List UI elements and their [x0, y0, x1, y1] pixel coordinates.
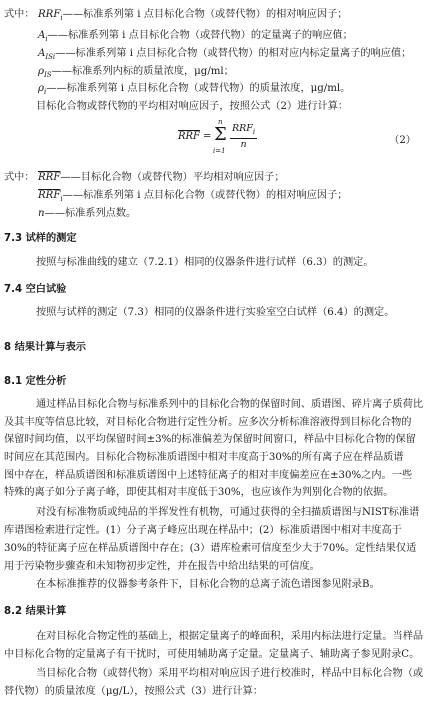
- section-8-1-para-2-line: 库谱图检索进行定性。(1）分子离子峰应出现在样品中；(2）标准质谱图中相对丰度高于: [4, 525, 402, 536]
- symbol-subscript: i: [44, 88, 47, 97]
- section-8-1-para-1-line: 时间应在其范围内。目标化合物标准质谱图中相对丰度高于30%的所有离子应在样品质谱: [4, 452, 404, 463]
- definition-text: ——标准系列第 i 点目标化合物（或替代物）的相对应内标定量离子的响应值；: [55, 48, 412, 59]
- equation-number-2: （2）: [389, 135, 416, 146]
- symbol: A: [38, 30, 46, 41]
- section-8-1-para-1-line: 特殊的离子如分子离子峰，即使其相对丰度低于30%，也应该作为判别化合物的依据。: [4, 487, 394, 498]
- formula-fraction: $RRF_i$ n: [232, 123, 256, 150]
- where-label-2: 式中：: [4, 172, 35, 183]
- definition-text: ——标准系列内标的质量浓度，μg/ml；: [51, 66, 234, 77]
- symbol-subscript: IS: [44, 71, 52, 80]
- definition-text: ——标准系列第 i 点目标化合物（或替代物）的定量离子的响应值；: [47, 30, 353, 41]
- formula-lhs: $\overline{RRF}$: [178, 131, 200, 142]
- section-8-2-para-1-line: 中目标化合物的定量离子有干扰时，可使用辅助离子定量。定量离子、辅助离子参见附录C。: [4, 649, 420, 660]
- symbol: ρ: [38, 83, 44, 94]
- definition-text: ——标准系列第 i 点目标化合物（或替代物）的质量浓度，μg/ml。: [46, 83, 351, 94]
- section-8-1-para-3: 在本标准推荐的仪器参考条件下，目标化合物的总离子流色谱图参见附录B。: [36, 579, 380, 590]
- definition-1-2: [38, 47, 411, 64]
- section-7-3-title: 7.3 试样的测定: [4, 233, 77, 244]
- sum-top: n: [218, 118, 223, 126]
- symbol: $\overline{RRF}$: [38, 172, 61, 183]
- section-7-4-title: 7.4 空白试验: [4, 284, 67, 295]
- symbol: RRF: [38, 9, 61, 20]
- symbol: ρ: [38, 66, 44, 77]
- symbol-subscript: i: [60, 195, 63, 204]
- definition-2-0: [38, 171, 285, 184]
- avg-rrf-text: 目标化合物或替代物的平均相对响应因子，按照公式（2）进行计算：: [36, 101, 349, 112]
- definition-text: ——标准系列第 i 点目标化合物（或替代物）的相对响应因子；: [62, 190, 348, 201]
- section-8-1-para-2-line: 用于污染物步骤查和未知物初步定性，并在报告中给出结果的可信度。: [4, 561, 320, 572]
- section-8-2-para-1-line: 在对目标化合物定性的基础上，根据定量离子的峰面积，采用内标法进行定量。当样品: [36, 631, 424, 642]
- formula-2: [168, 118, 288, 158]
- equals-sign: =: [203, 131, 212, 142]
- symbol-subscript: ISi: [45, 53, 56, 62]
- section-8-1-title: 8.1 定性分析: [4, 376, 67, 387]
- symbol: A: [38, 48, 46, 59]
- definition-text: ——目标化合物（或替代物）平均相对响应因子；: [60, 172, 285, 183]
- definition-2-1: [38, 189, 347, 206]
- section-8-1-para-1-line: 图中存在，样品质谱图和标准质谱图中上述特征离子的相对丰度偏差应在±30%之内。一些: [4, 470, 413, 481]
- symbol: $\overline{RRF}$: [38, 190, 61, 201]
- section-8-2-para-2-line: 当目标化合物（或替代物）采用平均相对响应因子进行校准时，样品中目标化合物（或: [36, 668, 424, 679]
- symbol-subscript: i: [60, 14, 63, 23]
- section-8-title: 8 结果计算与表示: [4, 342, 86, 353]
- section-8-2-para-2-line: 替代物）的质量浓度（μg/L），按照公式（3）进行计算：: [4, 686, 264, 697]
- sum-bottom: i=1: [213, 147, 226, 155]
- section-7-4-body: 按照与试样的测定（7.3）相同的仪器条件进行实验室空白试样（6.4）的测定。: [36, 307, 395, 318]
- where-label-1: 式中：: [4, 9, 35, 20]
- section-8-1-para-1-line: 及其丰度等信息比较，对目标化合物进行定性分析。应多次分析标准溶液得到目标化合物的: [4, 417, 412, 428]
- definition-1-4: [38, 82, 350, 99]
- definition-1-0: [38, 8, 347, 25]
- section-8-1-para-2-line: 30%的特征离子应在样品质谱图中存在；(3）谱库检索可信度至少大于70%。定性结果仅适: [4, 543, 417, 554]
- sum-sign: Σ: [214, 124, 227, 145]
- section-8-1-para-1-line: 通过样品目标化合物与标准系列中的目标化合物的保留时间、质谱图、碎片离子质荷比: [36, 399, 424, 410]
- definition-2-2: [38, 207, 136, 220]
- definition-text: ——标准系列第 i 点目标化合物（或替代物）的相对响应因子；: [62, 9, 348, 20]
- symbol-subscript: i: [45, 35, 48, 44]
- section-7-3-body: 按照与标准曲线的建立（7.2.1）相同的仪器条件进行试样（6.3）的测定。: [36, 257, 374, 268]
- symbol: n: [38, 208, 45, 219]
- section-8-1-para-2-line: 对没有标准物质或纯品的半挥发性有机物，可通过获得的全扫描质谱图与NIST标准谱: [36, 507, 420, 518]
- section-8-2-title: 8.2 结果计算: [4, 606, 67, 617]
- definition-1-3: [38, 65, 234, 82]
- definition-1-1: [38, 29, 353, 46]
- section-8-1-para-1-line: 保留时间均值，以平均保留时间±3%的标准偏差为保留时间窗口，样品中目标化合物的保留: [4, 434, 416, 445]
- definition-text: ——标准系列点数。: [44, 208, 137, 219]
